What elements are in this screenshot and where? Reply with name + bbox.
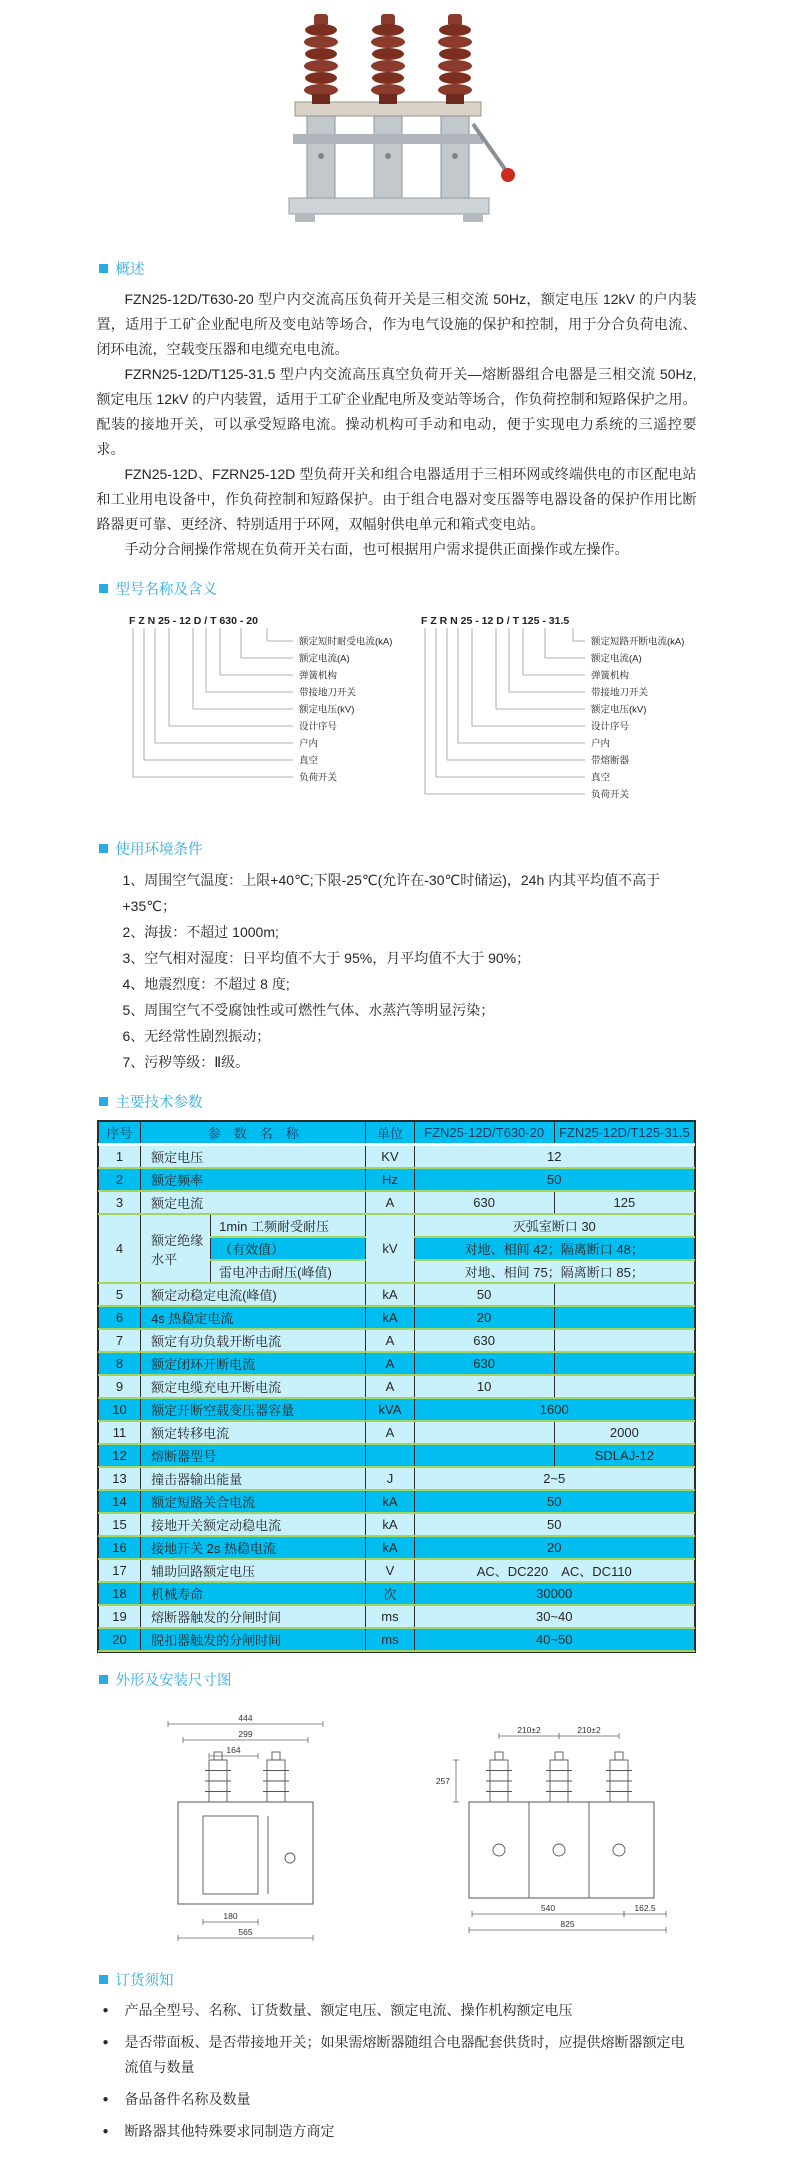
model-diagrams [97,607,697,822]
param-value: 20 [414,1306,554,1329]
param-unit: A [366,1329,414,1352]
param-name: 撞击器输出能量 [141,1467,366,1490]
param-unit: kA [366,1490,414,1513]
section-square-icon [99,1675,108,1684]
param-value: 30~40 [414,1605,694,1628]
param-unit: A [366,1191,414,1214]
dimension-label: 210±2 [576,1725,601,1735]
param-row [99,1214,695,1237]
param-value: 对地、相间 42；隔离断口 48； [414,1237,694,1260]
param-name: 脱扣器触发的分闸时间 [141,1628,366,1651]
frame [289,116,489,222]
param-row [99,1513,695,1536]
param-no: 9 [99,1375,141,1398]
param-value: 50 [414,1168,694,1191]
param-value: 50 [414,1283,554,1306]
model-code-label: 弹簧机构 [298,670,337,682]
param-row [99,1352,695,1375]
param-no: 15 [99,1513,141,1536]
param-no: 6 [99,1306,141,1329]
param-name: 熔断器触发的分闸时间 [141,1605,366,1628]
section-header-model [99,578,697,599]
param-unit: ms [366,1628,414,1651]
param-value: 630 [414,1191,554,1214]
param-row [99,1283,695,1306]
section-title: 订货须知 [115,1973,174,1989]
model-code: F Z R N 25 - 12 D / T 125 - 31.5 [420,615,569,627]
model-code-label: 真空 [298,755,318,767]
param-row [99,1536,695,1559]
param-name: 熔断器型号 [141,1444,366,1467]
section-square-icon [99,264,108,273]
dimension-label: 444 [237,1713,253,1723]
param-value: 630 [414,1329,554,1352]
model-code-label: 负荷开关 [298,772,337,784]
param-row [99,1628,695,1651]
model-diagram-left [117,611,409,822]
param-name: 额定绝缘水平 [141,1214,211,1283]
param-value [554,1283,694,1306]
param-value: 对地、相间 75；隔离断口 85； [414,1260,694,1283]
outline-drawing-front-view [424,1708,686,1946]
section-header-overview [99,258,697,279]
parameters-table-header [99,1122,695,1145]
param-row [99,1145,695,1169]
dimension-label: 825 [559,1919,575,1929]
model-code-label: 额定电流(A) [590,653,642,665]
section-title: 概述 [115,262,145,278]
dimension-label: 257 [435,1776,450,1786]
param-subname: 1min 工频耐受耐压 [211,1214,366,1237]
param-no: 14 [99,1490,141,1513]
param-unit [366,1444,414,1467]
param-unit: V [366,1559,414,1582]
model-code-label: 带接地刀开关 [298,687,356,699]
param-subname: 雷电冲击耐压(峰值) [211,1260,366,1283]
param-no: 20 [99,1628,141,1651]
overview-paragraph: 手动分合闸操作常规在负荷开关右面，也可根据用户需求提供正面操作或左操作。 [124,541,629,557]
section-square-icon [99,1975,108,1984]
header-cell: 参 数 名 称 [141,1122,366,1145]
param-row [99,1306,695,1329]
parameters-table [98,1121,695,1652]
param-name: 额定闭环开断电流 [141,1352,366,1375]
ordering-item-text: 断路器其他特殊要求同制造方商定 [124,2123,335,2139]
param-name: 额定动稳定电流(峰值) [141,1283,366,1306]
dimension-drawing-right [424,1708,686,1951]
param-value: SDLAJ-12 [554,1444,694,1467]
header-cell: 单位 [366,1122,414,1145]
param-no: 18 [99,1582,141,1605]
param-row [99,1467,695,1490]
section-title: 外形及安装尺寸图 [115,1673,232,1689]
param-value: 630 [414,1352,554,1375]
overview-paragraph: FZRN25-12D/T125-31.5 型户内交流高压真空负荷开关—熔断器组合电器是三相交流 50Hz,额定电压 12kV 的户内装置，适用于工矿企业配电所及变站等场合，作负荷控制和短路保护之用。配装的接地开关，可以承受短路电流。操动机构可手动和电动，便于实现电力系统的三遥控要求。 [96,366,697,457]
param-value: 1600 [414,1398,694,1421]
bullet-icon: ● [102,2037,109,2048]
param-unit: kA [366,1283,414,1306]
param-no: 12 [99,1444,141,1467]
model-code-label: 真空 [590,772,610,784]
model-designation-diagram [409,611,701,817]
overview-paragraph: FZN25-12D/T630-20 型户内交流高压负荷开关是三相交流 50Hz，额定电压 12kV 的户内装置，适用于工矿企业配电所及变电站等场合，作为电气设施的保护和控制，用于分合负荷电流、闭环电流，空载变压器和电缆充电电流。 [96,291,697,357]
section-title: 主要技术参数 [115,1095,203,1111]
param-no: 10 [99,1398,141,1421]
param-unit: A [366,1421,414,1444]
param-name: 接地开关额定动稳电流 [141,1513,366,1536]
param-value: 12 [414,1145,694,1169]
model-diagram-right [409,611,701,822]
model-code-label: 负荷开关 [590,789,629,801]
param-unit: KV [366,1145,414,1169]
section-square-icon [99,584,108,593]
param-value: AC、DC220 AC、DC110 [414,1559,694,1582]
section-square-icon [99,844,108,853]
ordering-item [97,1998,697,2023]
ordering-item [97,2030,697,2080]
model-code-label: 带熔断器 [590,755,629,767]
model-code-label: 户内 [590,738,610,750]
dimension-drawing-left [108,1708,378,1951]
environment-item: 6、无经常性剧烈振动； [122,1028,271,1044]
environment-item: 7、污秽等级：Ⅱ级。 [122,1054,250,1070]
environment-item: 4、地震烈度：不超过 8 度; [122,976,290,992]
dimension-label: 162.5 [633,1903,656,1913]
parameters-table-frame [97,1120,696,1653]
param-no: 7 [99,1329,141,1352]
content-column [97,258,697,2144]
ordering-item [97,2087,697,2112]
param-value: 10 [414,1375,554,1398]
dimension-label: 164 [225,1745,241,1755]
param-name: 额定电压 [141,1145,366,1169]
param-row [99,1559,695,1582]
param-value: 40~50 [414,1628,694,1651]
param-unit: A [366,1352,414,1375]
param-no: 19 [99,1605,141,1628]
param-no: 5 [99,1283,141,1306]
param-value: 30000 [414,1582,694,1605]
param-row [99,1605,695,1628]
model-code-label: 额定电流(A) [298,653,350,665]
param-no: 3 [99,1191,141,1214]
ordering-item-text: 产品全型号、名称、订货数量、额定电压、额定电流、操作机构额定电压 [124,2002,573,2018]
param-name: 机械寿命 [141,1582,366,1605]
param-value [414,1421,554,1444]
model-code-label: 额定短时耐受电流(kA) [298,636,392,648]
parameters-table-body [99,1145,695,1652]
ordering-item [97,2119,697,2144]
section-header-parameters [99,1091,697,1112]
param-no: 17 [99,1559,141,1582]
param-unit: kV [366,1214,414,1283]
param-name: 额定频率 [141,1168,366,1191]
model-code: F Z N 25 - 12 D / T 630 - 20 [128,615,258,627]
bullet-icon: ● [102,2005,109,2016]
dimension-label: 565 [237,1927,253,1937]
environment-item: 3、空气相对湿度：日平均值不大于 95%，月平均值不大于 90%； [122,950,531,966]
param-no: 13 [99,1467,141,1490]
section-title: 型号名称及含义 [115,582,217,598]
param-name: 额定转移电流 [141,1421,366,1444]
param-name: 额定短路关合电流 [141,1490,366,1513]
param-name: 额定电缆充电开断电流 [141,1375,366,1398]
model-code-label: 户内 [298,738,318,750]
model-code-label: 额定短路开断电流(kA) [590,636,684,648]
param-subname: （有效值） [211,1237,366,1260]
param-row [99,1444,695,1467]
param-unit: ms [366,1605,414,1628]
section-title: 使用环境条件 [115,842,203,858]
param-value [414,1444,554,1467]
param-value [554,1306,694,1329]
model-code-label: 额定电压(kV) [298,704,354,716]
param-value [554,1329,694,1352]
dimension-label: 540 [540,1903,555,1913]
param-value: 20 [414,1536,694,1559]
ordering-item-text: 是否带面板、是否带接地开关；如果需熔断器随组合电器配套供货时，应提供熔断器额定电流值与数量 [124,2034,685,2075]
param-row [99,1398,695,1421]
section-square-icon [99,1097,108,1106]
dimension-label: 299 [237,1729,253,1739]
overview-paragraphs [97,287,697,562]
param-unit: kA [366,1536,414,1559]
environment-item: 2、海拔：不超过 1000m; [122,924,279,940]
section-header-dimensions [99,1669,697,1690]
param-no: 8 [99,1352,141,1375]
section-header-environment [99,838,697,859]
outline-drawing-side-view [108,1708,378,1946]
param-value: 50 [414,1513,694,1536]
param-unit: Hz [366,1168,414,1191]
bullet-icon: ● [102,2126,109,2137]
param-no: 1 [99,1145,141,1169]
bullet-icon: ● [102,2094,109,2105]
param-name: 额定电流 [141,1191,366,1214]
header-row [99,1122,695,1145]
param-row [99,1191,695,1214]
param-value: 2000 [554,1421,694,1444]
param-value: 125 [554,1191,694,1214]
param-no: 16 [99,1536,141,1559]
section-header-ordering [99,1969,697,1990]
param-no: 4 [99,1214,141,1283]
param-row [99,1421,695,1444]
dimension-label: 210±2 [516,1725,541,1735]
param-unit: 次 [366,1582,414,1605]
overview-paragraph: FZN25-12D、FZRN25-12D 型负荷开关和组合电器适用于三相环网或终端供电的市区配电站和工业用电设备中，作负荷控制和短路保护。由于组合电器对变压器等电器设备的保护作用比断路器更可靠、更经济、特别适用于环网，双幅射供电单元和箱式变电站。 [96,466,697,532]
param-value [554,1352,694,1375]
param-row [99,1490,695,1513]
param-value [554,1375,694,1398]
param-row [99,1582,695,1605]
dimension-label: 180 [222,1911,238,1921]
param-name: 接地开关 2s 热稳电流 [141,1536,366,1559]
param-value: 灭弧室断口 30 [414,1214,694,1237]
model-code-label: 设计序号 [590,721,629,733]
dimension-drawings [97,1698,697,1953]
param-name: 额定开断空载变压器容量 [141,1398,366,1421]
environment-item: 1、周围空气温度：上限+40℃;下限-25℃(允许在-30℃时储运)，24h 内其平均值不高于+35℃； [122,872,661,914]
product-photo-illustration [277,6,517,236]
environment-item: 5、周围空气不受腐蚀性或可燃性气体、水蒸汽等明显污染； [122,1002,495,1018]
param-unit: A [366,1375,414,1398]
param-name: 4s 热稳定电流 [141,1306,366,1329]
operating-lever [473,124,515,182]
param-value: 50 [414,1490,694,1513]
model-code-label: 弹簧机构 [590,670,629,682]
header-cell: FZN25-12D/T630-20 [414,1122,554,1145]
header-cell: 序号 [99,1122,141,1145]
param-name: 额定有功负载开断电流 [141,1329,366,1352]
ordering-item-text: 备品备件名称及数量 [124,2091,251,2107]
param-row [99,1329,695,1352]
param-unit: kA [366,1513,414,1536]
product-photo [0,0,793,242]
ordering-list [97,1998,697,2144]
header-cell: FZN25-12D/T125-31.5 [554,1122,694,1145]
param-name: 辅助回路额定电压 [141,1559,366,1582]
param-unit: kA [366,1306,414,1329]
param-row [99,1168,695,1191]
model-code-label: 带接地刀开关 [590,687,648,699]
param-value: 2~5 [414,1467,694,1490]
insulator-columns [304,14,472,104]
param-no: 2 [99,1168,141,1191]
param-unit: J [366,1467,414,1490]
param-unit: kVA [366,1398,414,1421]
param-no: 11 [99,1421,141,1444]
param-row [99,1375,695,1398]
model-designation-diagram [117,611,409,800]
model-code-label: 额定电压(kV) [590,704,646,716]
environment-list [97,867,697,1075]
model-code-label: 设计序号 [298,721,337,733]
